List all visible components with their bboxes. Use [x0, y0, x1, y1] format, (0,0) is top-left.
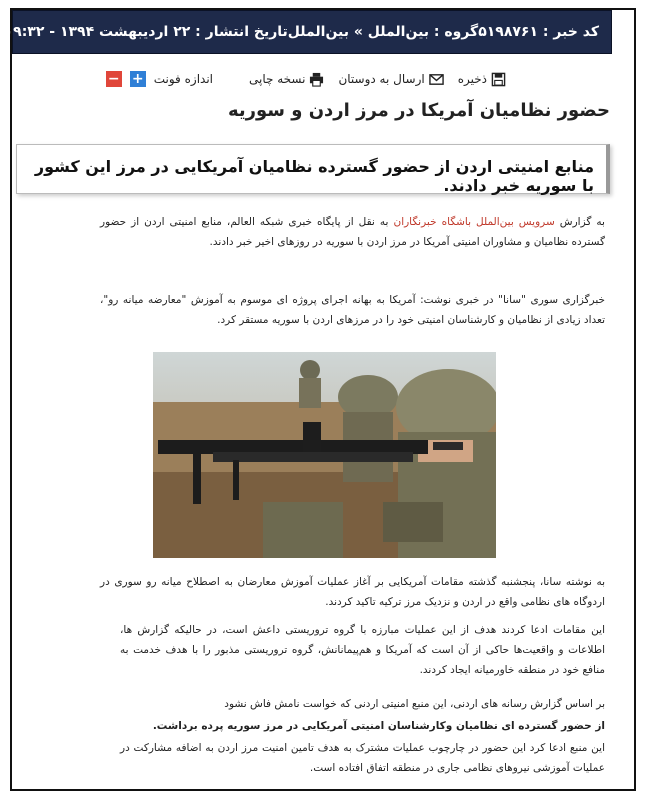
print-button[interactable]	[249, 72, 324, 87]
article-lead: منابع امنیتی اردن از حضور گسترده نظامیان آمریکایی در مرز این کشور با سوریه خبر دادند.	[16, 144, 610, 194]
paragraph-4: این مقامات ادعا کردند هدف از این عملیات مبارزه با گروه تروریستی داعش است، در حالیکه گزارش ها، اطلاعات و واقعیت‌ها حاکی از آن است که آمریکا و هم‌پیمانانش، گروه تروریستی مذبور را با هدف خدمت به منافع خود در منطقه خاورمیانه ایجاد کردند.	[120, 624, 605, 676]
paragraph-5c: این منبع ادعا کرد این حضور در چارچوب عملیات مشترک به هدف تامین امنیت مرز اردن به اضافه مشارکت در عملیات آموزشی نیروهای نظامی جاری در منطقه اتفاق افتاده است.	[120, 742, 605, 774]
font-size-label: اندازه فونت	[153, 72, 213, 86]
soldiers-photo	[153, 352, 496, 558]
paragraph-2: خبرگزاری سوری "سانا" در خبری نوشت: آمریکا به بهانه اجرای پروژه ای موسوم به آموزش "معارضه میانه رو"، تعداد زیادی از نظامیان و کارشناسان امنیتی خود را در مرزهای اردن با سوریه مستقر کرد.	[100, 294, 605, 326]
news-source-link[interactable]: سرویس بین‌الملل باشگاه خبرنگاران	[393, 216, 555, 228]
paragraph-5a: بر اساس گزارش رسانه های اردنی، این منبع امنیتی اردنی که خواست نامش فاش نشود	[224, 698, 605, 710]
save-icon	[491, 72, 506, 87]
article-info-bar	[4, 10, 612, 54]
news-code: کد خبر : ۵۱۹۸۷۶۱	[478, 24, 599, 40]
save-button[interactable]	[458, 72, 506, 87]
paragraph-5b: از حضور گسترده ای نظامیان وکارشناسان امنیتی آمریکایی در مرز سوریه پرده برداشت.	[152, 720, 605, 732]
font-size-control	[103, 68, 213, 90]
envelope-icon	[429, 72, 444, 87]
paragraph-1	[100, 212, 605, 252]
send-label: ارسال به دوستان	[338, 72, 425, 86]
minus-icon[interactable]: −	[106, 71, 122, 87]
paragraph-1-prefix: به گزارش	[559, 216, 605, 228]
article-title: حضور نظامیان آمریکا در مرز اردن و سوریه	[227, 100, 610, 121]
send-to-friends-button[interactable]	[338, 72, 443, 87]
paragraph-3: به نوشته سانا، پنجشنبه گذشته مقامات آمریکایی بر آغاز عملیات آموزش معارضان به اصطلاح میانه رو سوری در اردوگاه های نظامی واقع در اردن و نزدیک مرز ترکیه تاکید کردند.	[100, 576, 605, 608]
news-group: گروه : بین‌الملل » بین‌الملل	[287, 24, 479, 40]
save-label: ذخیره	[457, 72, 487, 86]
printer-icon	[309, 72, 324, 87]
print-label: نسخه چاپی	[248, 72, 306, 86]
publish-date: تاریخ انتشار : ۲۲ اردیبهشت ۱۳۹۴ - ۰۹:۳۲	[4, 24, 288, 40]
plus-icon[interactable]: +	[130, 71, 146, 87]
paragraph-1-text: به نقل از پایگاه خبری شبکه العالم، منابع امنیتی اردن از حضور گسترده نظامیان و مشاوران امنیتی آمریکا در مرز اردن با سوریه در روزهای اخیر خبر دادند.	[100, 216, 605, 248]
